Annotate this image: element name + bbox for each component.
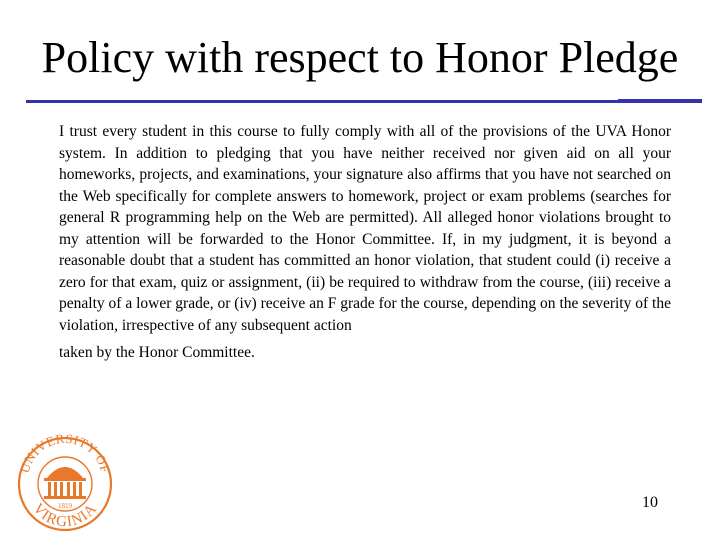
honor-policy-text xyxy=(59,121,671,364)
title-underline-accent xyxy=(618,99,702,103)
honor-policy-last-line: taken by the Honor Committee. xyxy=(59,344,255,361)
page-number: 10 xyxy=(642,494,658,511)
svg-text:VIRGINIA: VIRGINIA xyxy=(29,500,101,531)
title-underline xyxy=(26,100,618,103)
svg-text:UNIVERSITY OF: UNIVERSITY OF xyxy=(17,430,113,475)
slide-title: Policy with respect to Honor Pledge xyxy=(41,33,679,82)
svg-text:1819: 1819 xyxy=(58,502,72,510)
honor-policy-paragraph: I trust every student in this course to fully comply with all of the provisions of the UVA Honor system. In addition to pledging that you have neither received nor given aid on all your homeworks, projects, and examinations, your signature also affirms that you have not searched on the Web specifically for complete answers to homework, project or exam problems (searches for general R programming help on the Web are permitted). All alleged honor violations brought to my attention will be forwarded to the Honor Committee. If, in my judgment, it is beyond a reasonable doubt that a student has committed an honor violation, that student could (i) receive a zero for that exam, quiz or assignment, (ii) be required to withdraw from the course, (iii) receive a penalty of a lower grade, or (iv) receive an F grade for the course, depending on the severity of the violation, irrespective of any subsequent action xyxy=(59,123,671,334)
university-seal-logo xyxy=(17,420,113,538)
